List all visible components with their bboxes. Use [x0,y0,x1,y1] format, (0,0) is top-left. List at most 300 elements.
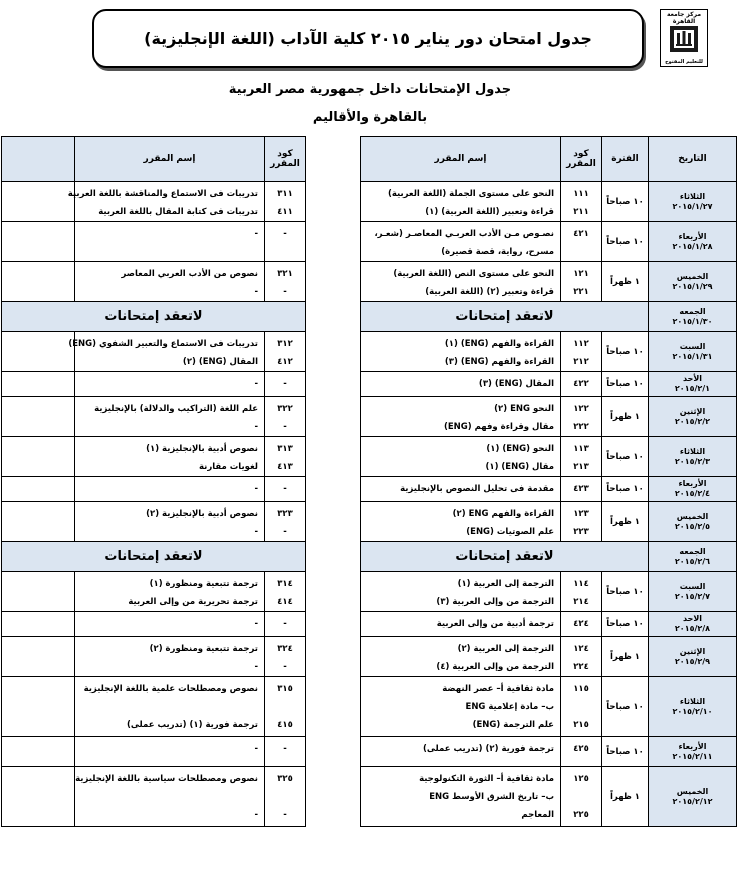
table-header-row [2,137,737,182]
course-code: ٤١٤ [277,597,293,607]
course-code: ٢٢٥ [573,810,589,820]
course-code: - [283,229,287,239]
date-cell [649,182,737,222]
table-row [2,637,737,677]
exam-date: ٢٠١٥/٢/١٢ [672,796,713,806]
course-code: ١٢٢ [573,404,589,414]
exam-schedule-table [1,136,737,827]
exam-date: ٢٠١٥/٢/٤ [674,489,711,498]
empty-cell [2,437,75,477]
course-name: الترجمة من وإلى العربية (٤) [436,662,554,672]
logo-top-text: مركز جامعة القاهرة [666,11,702,25]
period-cell: ١ ظهراً [602,767,649,827]
date-cell [649,542,737,572]
course-code-cell [265,637,306,677]
date-cell [649,737,737,767]
course-name-cell [75,372,265,397]
course-name-cell [361,397,561,437]
exam-date: ٢٠١٥/١/٣٠ [672,316,713,326]
period-cell: ١ ظهراً [602,502,649,542]
empty-cell [2,502,75,542]
course-name-cell [361,182,561,222]
column-spacer [306,302,361,332]
course-name: ب– تاريخ الشرق الأوسط ENG [429,792,554,802]
course-name: - [254,484,258,494]
no-exam-label: لاتعقد إمتحانات [361,302,649,332]
course-code-cell [561,477,602,502]
empty-cell [2,767,75,827]
course-name: - [254,229,258,239]
column-spacer [306,737,361,767]
empty-cell [2,572,75,612]
empty-cell [2,182,75,222]
course-code: ٢٢٤ [573,662,589,672]
exam-date: ٢٠١٥/٢/١٠ [672,706,713,716]
course-code-cell [265,182,306,222]
course-code: ٢١٤ [573,597,589,607]
exam-date: ٢٠١٥/٢/٥ [674,521,711,531]
page-header [0,0,740,135]
course-name: مقدمة فى تحليل النصوص بالإنجليزية [400,484,554,494]
course-name: الترجمة إلى العربية (١) [457,579,554,589]
column-spacer [306,222,361,262]
empty-cell [2,262,75,302]
course-name: مقال وقراءة وفهم (ENG) [443,422,554,432]
column-spacer [306,572,361,612]
course-name: نصـوص مـن الأدب العربـي المعاصـر (شعـر، [374,229,554,239]
course-name-cell [75,637,265,677]
date-cell [649,262,737,302]
day-name: الخميس [676,511,709,521]
day-name: الثلاثاء [679,191,706,201]
header-course-group1: إسم المقرر [361,137,561,182]
course-code: ١٢٥ [573,774,589,784]
empty-cell [2,222,75,262]
date-cell [649,637,737,677]
course-code-cell [265,477,306,502]
course-name: - [254,379,258,389]
empty-cell [2,737,75,767]
column-spacer [306,397,361,437]
period-cell: ١ ظهراً [602,637,649,677]
table-row [2,182,737,222]
header-code-group2: كود المقرر [265,137,306,182]
course-code: ١١٥ [573,684,589,694]
day-name: السبت [679,341,706,351]
course-code: ٣١٤ [277,579,293,589]
day-name: الخميس [676,271,709,281]
course-code: - [283,810,287,820]
exam-date: ٢٠١٥/١/٢٩ [672,281,713,291]
course-code-cell [265,372,306,397]
course-name: - [254,527,258,537]
course-name-cell [361,637,561,677]
exam-date: ٢٠١٥/٢/١١ [672,751,713,761]
date-cell [649,302,737,332]
course-code: ٣١٢ [277,339,293,349]
course-code-cell [265,767,306,827]
table-row [2,502,737,542]
empty-cell [2,612,75,637]
table-row [2,477,737,502]
date-cell [649,222,737,262]
period-cell: ١ ظهراً [602,262,649,302]
course-code: ٣١١ [277,189,293,199]
table-row [2,332,737,372]
course-code: ٤٢٤ [573,619,589,629]
table-row [2,372,737,397]
exam-date: ٢٠١٥/٢/١ [674,384,711,393]
course-name: النحو على مستوى الجملة (اللغة العربية) [387,189,554,199]
course-name: مادة ثقافية أ– الثورة التكنولوجية [419,774,554,784]
exam-date: ٢٠١٥/٢/٩ [674,656,711,666]
column-spacer [306,637,361,677]
course-name: ترجمة تتبعية ومنظورة (٢) [149,644,258,654]
course-name: علم الترجمة (ENG) [472,720,554,730]
period-cell: ١٠ صباحاً [602,372,649,397]
table-row [2,437,737,477]
date-cell [649,502,737,542]
column-spacer [306,612,361,637]
course-name-cell [75,572,265,612]
course-code: ٣٢٤ [277,644,293,654]
header-spacer [306,137,361,182]
date-cell [649,437,737,477]
course-code: ١١٢ [573,339,589,349]
course-code-cell [561,332,602,372]
course-code-cell [561,372,602,397]
course-code-cell [561,677,602,737]
course-name: النحو ENG (٢) [494,404,554,414]
course-name-cell [75,222,265,262]
course-code-cell [265,502,306,542]
exam-date: ٢٠١٥/١/٢٨ [672,241,713,251]
course-code: - [283,662,287,672]
column-spacer [306,182,361,222]
course-name: نصوص أدبية بالإنجليزية (١) [146,444,258,454]
day-name: الجمعه [679,306,706,316]
course-code: ٤٢٥ [573,744,589,754]
date-cell [649,677,737,737]
course-code-cell [561,182,602,222]
course-name-cell [361,262,561,302]
day-name: الإثنين [679,646,706,656]
course-name: المقال (ENG) (٣) [478,379,554,389]
logo-emblem-icon [668,24,700,54]
course-code: ٣٢٥ [277,774,293,784]
course-code: - [283,619,287,629]
column-spacer [306,332,361,372]
course-name-cell [75,737,265,767]
course-name [81,788,258,806]
table-row [2,262,737,302]
empty-cell [2,637,75,677]
course-name-cell [361,737,561,767]
table-row [2,572,737,612]
course-code: ٢٢١ [573,287,589,297]
course-code-cell [561,437,602,477]
course-name: نصوص ومصطلحات سياسية باللغة الإنجليزية [75,774,258,784]
course-name: علم اللغة (التراكيب والدلالة) بالإنجليزية [94,404,258,414]
course-name-cell [67,182,265,222]
course-code-cell [561,222,602,262]
course-name: نصوص من الأدب العربي المعاصر [121,269,258,279]
day-name: الأربعاء [678,231,707,241]
period-cell: ١٠ صباحاً [602,182,649,222]
course-code: ١٢٤ [573,644,589,654]
period-cell: ١٠ صباحاً [602,222,649,262]
course-name-cell [68,332,265,372]
course-code: ٤١٣ [277,462,293,472]
course-code: ٤٢٢ [573,379,589,389]
day-name: الثلاثاء [679,446,706,456]
day-name: الثلاثاء [679,696,706,706]
course-name: - [254,422,258,432]
day-name: الخميس [676,786,709,796]
course-name: ترجمة أدبية من وإلى العربية [436,619,554,629]
course-name: ترجمة تتبعية ومنظورة (١) [149,579,258,589]
course-code: ١١٤ [573,579,589,589]
course-code: ٣٢٢ [277,404,293,414]
course-code: ٢١٥ [573,720,589,730]
course-name: قراءة وتعبير (اللغة العربية) (١) [425,207,554,217]
course-name: ترجمة فورية (٢) (تدريب عملى) [423,744,554,754]
course-name: - [254,744,258,754]
course-code-cell [265,262,306,302]
course-name: نصوص ومصطلحات علمية باللغة الإنجليزية [83,684,258,694]
course-code-cell [561,572,602,612]
course-name-cell [361,502,561,542]
course-name: القراءة والفهم ENG (٢) [452,509,554,519]
course-name: القراءة والفهم (ENG) (١) [444,339,554,349]
course-code: ٢٢٣ [573,527,589,537]
column-spacer [306,437,361,477]
exam-date: ٢٠١٥/٢/٢ [674,416,711,426]
course-code: - [283,287,287,297]
course-code: ١٢١ [573,269,589,279]
course-code: ١١٣ [573,444,589,454]
header-code-group1: كود المقرر [561,137,602,182]
course-name: مادة ثقافية أ– عصر النهضة [442,684,554,694]
course-code: ٤١١ [277,207,293,217]
course-name: ترجمة فورية (١) (تدريب عملى) [127,720,258,730]
course-code: ٤٢١ [573,229,589,239]
course-name: تدريبات فى الاستماع والمناقشة باللغة العربية [67,189,258,199]
course-code: ٢١٣ [573,462,589,472]
course-name: - [254,662,258,672]
course-code: - [283,527,287,537]
title-box [92,9,644,68]
course-name: تدريبات فى الاستماع والتعبير الشفوي (ENG) [68,339,258,349]
period-cell: ١٠ صباحاً [602,677,649,737]
course-name-cell [75,477,265,502]
course-code: ٣٢٣ [277,509,293,519]
course-code: ٣٢١ [277,269,293,279]
course-code-cell [561,612,602,637]
date-cell [649,477,737,502]
logo-bottom-text: للتعليم المفتوح [665,59,703,65]
course-name-cell [361,372,561,397]
no-exam-row [2,302,737,332]
course-code [561,788,601,806]
date-cell [649,767,737,827]
course-name: الترجمة إلى العربية (٢) [457,644,554,654]
period-cell: ١٠ صباحاً [602,477,649,502]
course-code-cell [265,572,306,612]
course-name-cell [361,677,561,737]
course-name-cell [75,502,265,542]
no-exam-row [2,542,737,572]
column-spacer [306,372,361,397]
course-name: مسرح، رواية، قصة قصيرة) [441,247,554,257]
header-date: التاريخ [649,137,737,182]
table-row [2,612,737,637]
date-cell [649,372,737,397]
course-code-cell [561,767,602,827]
course-code [265,788,305,806]
subtitle-region: بالقاهرة والأقاليم [312,110,428,125]
header-course-group2: إسم المقرر [75,137,265,182]
course-name-cell [361,477,561,502]
course-name: المقال (ENG) (٢) [182,357,258,367]
day-name: الأربعاء [678,479,707,488]
course-code-cell [265,332,306,372]
no-exam-label: لاتعقد إمتحانات [2,542,306,572]
course-code-cell [561,262,602,302]
header-period: الفترة [602,137,649,182]
course-code: - [283,422,287,432]
table-row [2,737,737,767]
course-code-cell [265,222,306,262]
course-code: ١١١ [573,189,589,199]
period-cell: ١٠ صباحاً [602,437,649,477]
period-cell: ١٠ صباحاً [602,572,649,612]
course-name: - [254,810,258,820]
empty-cell [2,477,75,502]
course-name: نصوص أدبية بالإنجليزية (٢) [146,509,258,519]
course-code: ٢١١ [573,207,589,217]
course-name [81,698,258,716]
exam-date: ٢٠١٥/٢/٣ [674,456,711,466]
course-code: ٣١٣ [277,444,293,454]
column-spacer [306,262,361,302]
exam-date: ٢٠١٥/٢/٧ [674,591,711,601]
exam-date: ٢٠١٥/١/٣١ [672,351,713,361]
course-code-cell [561,397,602,437]
day-name: الأحد [682,374,703,383]
date-cell [649,572,737,612]
empty-cell [2,332,75,372]
course-name: - [254,287,258,297]
course-code: ٢٢٢ [573,422,589,432]
column-spacer [306,542,361,572]
course-name-cell [361,222,561,262]
course-name-cell [75,437,265,477]
no-exam-label: لاتعقد إمتحانات [2,302,306,332]
course-code: ٣١٥ [277,684,293,694]
course-code: ٤١٥ [277,720,293,730]
day-name: السبت [679,581,706,591]
course-name: الترجمة من وإلى العربية (٣) [436,597,554,607]
course-name-cell [75,262,265,302]
course-code [561,698,601,716]
course-code-cell [265,437,306,477]
course-code-cell [265,612,306,637]
course-name-cell [75,767,265,827]
course-name: النحو (ENG) (١) [486,444,554,454]
course-name: ب– مادة إعلامية ENG [465,702,554,712]
course-name-cell [75,397,265,437]
course-name-cell [361,437,561,477]
course-code: ٤٢٣ [573,484,589,494]
column-spacer [306,502,361,542]
course-name: مقال (ENG) (١) [485,462,554,472]
column-spacer [306,677,361,737]
column-spacer [306,767,361,827]
table-row [2,677,737,737]
course-name: النحو على مستوى النص (اللغة العربية) [393,269,554,279]
course-code: - [283,379,287,389]
course-name-cell [75,612,265,637]
course-code-cell [265,737,306,767]
course-name-cell [361,767,561,827]
day-name: الأربعاء [678,741,707,751]
course-name-cell [361,572,561,612]
course-name-cell [361,612,561,637]
empty-cell [2,677,75,737]
no-exam-label: لاتعقد إمتحانات [361,542,649,572]
table-row [2,767,737,827]
course-code: ٢١٢ [573,357,589,367]
table-row [2,397,737,437]
day-name: الاحد [682,614,703,623]
course-code-cell [561,637,602,677]
table-row [2,222,737,262]
exam-date: ٢٠١٥/١/٢٧ [672,201,713,211]
exam-date: ٢٠١٥/٢/٨ [674,624,711,633]
column-spacer [306,477,361,502]
course-name: ترجمة تحريرية من وإلى العربية [128,597,258,607]
exam-date: ٢٠١٥/٢/٦ [674,556,711,566]
course-code: - [283,484,287,494]
course-code: - [283,744,287,754]
university-logo [660,9,708,67]
course-name: قراءة وتعبير (٢) (اللغة العربية) [425,287,554,297]
course-code-cell [561,737,602,767]
period-cell: ١ ظهراً [602,397,649,437]
date-cell [649,397,737,437]
subtitle-location: جدول الإمتحانات داخل جمهورية مصر العربية [228,82,512,97]
course-name: - [254,619,258,629]
course-code: ١٢٣ [573,509,589,519]
empty-cell [2,372,75,397]
course-code-cell [265,397,306,437]
course-code-cell [265,677,306,737]
empty-cell [2,397,75,437]
course-name: القراءة والفهم (ENG) (٣) [444,357,554,367]
page-title: جدول امتحان دور يناير ٢٠١٥ كلية الآداب (اللغة الإنجليزية) [144,29,592,48]
course-code: ٤١٢ [277,357,293,367]
course-name-cell [361,332,561,372]
course-name: تدريبات فى كتابة المقال باللغة العربية [98,207,258,217]
period-cell: ١٠ صباحاً [602,332,649,372]
day-name: الإثنين [679,406,706,416]
course-code-cell [561,502,602,542]
header-extra [2,137,75,182]
course-name-cell [75,677,265,737]
day-name: الجمعه [679,546,706,556]
course-name: علم الصوتيات (ENG) [466,527,554,537]
